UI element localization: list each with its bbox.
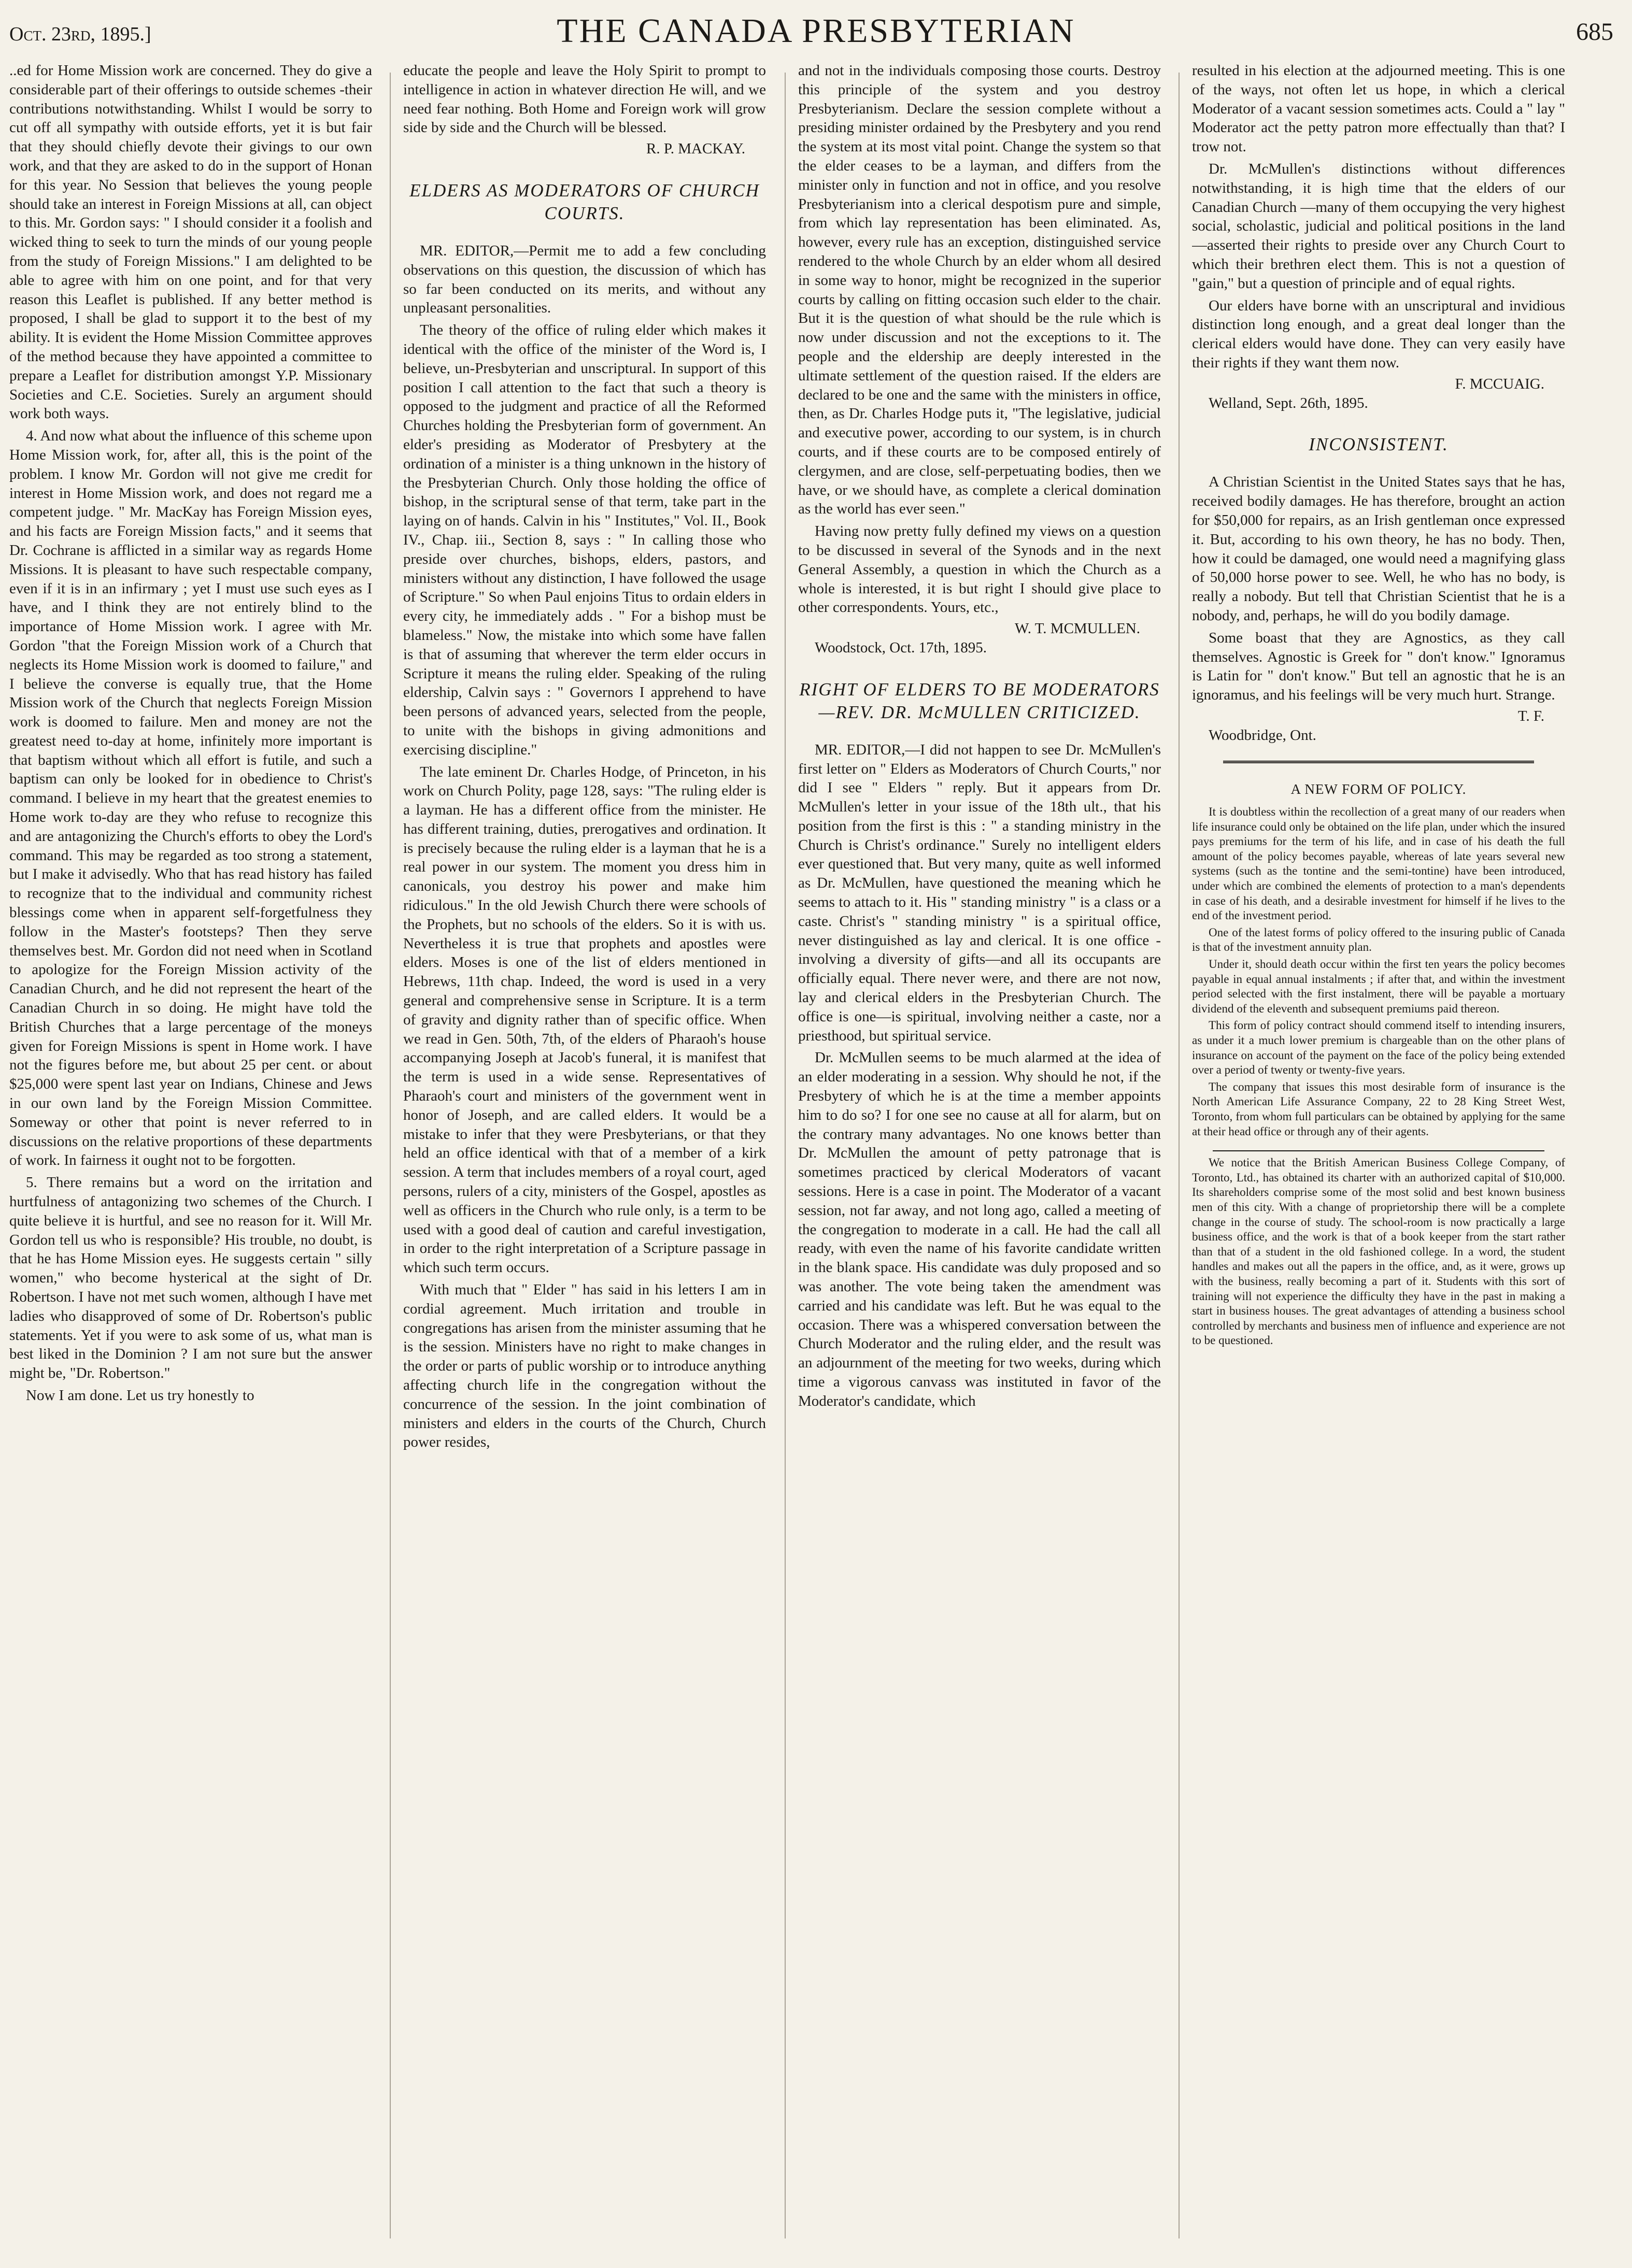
masthead-title: THE CANADA PRESBYTERIAN [557, 12, 1075, 50]
paragraph: MR. EDITOR,—Permit me to add a few concluding observations on this question, the discussion of which has so far been conducted on its merits, and without any unpleasant personalities. [403, 242, 766, 317]
section-rule [1223, 761, 1534, 763]
dateline: Woodstock, Oct. 17th, 1895. [815, 639, 987, 656]
paragraph: With much that " Elder " has said in his letters I am in cordial agreement. Much irritation and trouble in congregations has arisen from the minister assuming that he is the session. Ministers have no right to make changes in the order or parts of public worship or to introduce anything affecting church life in the congregation without the concurrence of the session. In the joint combination of ministers and elders in the courts of the Church, Church power resides, [403, 1281, 766, 1451]
paragraph: The late eminent Dr. Charles Hodge, of Princeton, in his work on Church Polity, page 128, says: "The ruling elder is a layman. He has a different office from the minister. He has different training, duties, prerogatives and ordination. It is precisely because the ruling elder is a layman that he is a real power in our system. The moment you dress him in canonicals, you destroy his power and make him ridiculous." In the old Jewish Church there were schools of the Prophets, but no schools of the elders. So it is with us. Nevertheless it is true that prophets and apostles were elders. Moses is one of the list of elders mentioned in Hebrews, 11th chap. Indeed, the word is used in a very general and comprehensive sense in Scripture. It is a term of gravity and dignity rather than of specific office. When we read in Gen. 50th, 7th, of the elders of Pharaoh's house accompanying Joseph at Jacob's funeral, it is manifest that the term is used in a wide sense. Representatives of Pharaoh's court and ministers of the government went in honor of Joseph, and are called elders. It would be a mistake to infer that they were Presbyterians, or that they held an office identical with that of a member of a kirk session. A term that includes members of a royal court, aged persons, rulers of a city, ministers of the Gospel, apostles as well as officers in the Church who rule only, is a term to be used with a good deal of caution and careful investigation, in order to the right interpretation of a Scripture passage in which such term occurs. [403, 763, 766, 1276]
paragraph: Under it, should death occur within the first ten years the policy becomes payable in equal annual instalments ; if after that, and within the investment period selected with the first instalment, there will be payable a mortuary dividend of the eleventh and subsequent premiums paid thereon. [1192, 958, 1565, 1015]
page-header [0, 11, 1632, 56]
paragraph: Having now pretty fully defined my views on a question to be discussed in several of the Synods and in the next General Assembly, a question in which the Church as a whole is interested, it is but right I should give place to other correspondents. Yours, etc., [798, 523, 1161, 616]
paragraph: It is doubtless within the recollection of a great many of our readers when life insurance could only be obtained on the life plan, under which the insured pays premiums for the term of his life, and in case of his death the full amount of the policy becomes payable, whereas of late years several new systems (such as the tontine and the semi-tontine) have been introduced, under which are combined the elements of protection to a man's dependents in case of his death, and a desirable investment for himself if he lives to the end of the investment period. [1192, 805, 1565, 922]
signature: R. P. MACKAY. [646, 140, 745, 158]
paragraph: A Christian Scientist in the United States says that he has, received bodily damages. He has therefore, brought an action for $50,000 for repairs, as an Irish gentleman once expressed it. But, according to his own theory, he has no body. Then, how it could be damaged, one would need a magnifying glass of 50,000 horse power to see. Well, he who has no body, is really a nobody. But tell that Christian Scientist that he is a nobody, and, perhaps, he will do you bodily damage. [1192, 474, 1565, 624]
notice-block [1192, 782, 1565, 1139]
column-divider [390, 73, 391, 2238]
column-4 [1192, 61, 1565, 1348]
dateline: Woodbridge, Ont. [1209, 726, 1316, 744]
paragraph: Dr. McMullen seems to be much alarmed at the idea of an elder moderating in a session. Why should he not, if the Presbytery of which he is at the time a member appoints him to do so? I for one see no cause at all for alarm, but on the contrary many advantages. No one knows better than Dr. McMullen the amount of petty patronage that is sometimes practiced by clerical Moderators of vacant sessions. Here is a case in point. The Moderator of a vacant session, not far away, and not long ago, called a meeting of the congregation to moderate in a call. He had the call all ready, with even the name of his favorite candidate written in the blank space. His candidate was duly proposed and so was another. The vote being taken the amendment was carried and his candidate was left. But he was equal to the occasion. There was a whispered conversation between the Church Moderator and the ruling elder, and the result was an adjournment of the meeting for two weeks, during which time a vigorous canvass was instituted in favor of the Moderator's candidate, which [798, 1049, 1161, 1409]
paragraph: ..ed for Home Mission work are concerned. They do give a considerable part of their offerings to outside schemes -their contributions notwithstanding. Whilst I would be sorry to cut off all sympathy with outside efforts, yet it is but fair that they should chiefly devote their givings to our own work, and that they are asked to do in the support of Honan for this year. No Session that believes the young people should take an interest in Foreign Missions at all, can object to this. Mr. Gordon says: " I should consider it a foolish and wicked thing to seek to turn the minds of our young people from the study of Foreign Missions." I am delighted to be able to agree with him on one point, and for that very reason this Leaflet is published. If any better method is proposed, I shall be glad to support it to the best of my ability. It is evident the Home Mission Committee approves of the method because they have appointed a committee to prepare a Leaflet for distribution amongst Y.P. Missionary Societies and C.E. Societies. Surely an argument should work both ways. [9, 62, 372, 422]
column-1 [9, 61, 372, 1405]
article-title: RIGHT OF ELDERS TO BE MODERATORS—REV. DR. McMULLEN CRITICIZED. [799, 679, 1160, 722]
column-divider [785, 73, 786, 2238]
paragraph: This form of policy contract should commend itself to intending insurers, as under it a much lower premium is chargeable than on the other plans of insurance on account of the payment on the face of the policy being extended over a period of twenty or twenty-five years. [1192, 1019, 1565, 1077]
paragraph: educate the people and leave the Holy Spirit to prompt to intelligence in action in whatever direction He will, and we need fear nothing. Both Home and Foreign work will grow side by side and the Church will be blessed. [403, 62, 766, 136]
notice-title: A NEW FORM OF POLICY. [1290, 781, 1467, 797]
signature: T. F. [1517, 707, 1544, 724]
issue-date: Oct. 23rd, 1895.] [9, 23, 151, 45]
column-divider [1179, 73, 1180, 2238]
paragraph: Dr. McMullen's distinctions without differences notwithstanding, it is high time that the elders of our Canadian Church —many of them occupying the very highest social, scholastic, judicial and political positions in the land—asserted their rights to preside over any Church Court to which their brethren elect them. This is not a question of "gain," but a question of principle and of equal rights. [1192, 160, 1565, 292]
paragraph: and not in the individuals composing those courts. Destroy this principle of the system and you destroy Presbyterianism. Declare the session complete without a presiding minister ordained by the Presbytery and you rend the system at its most vital point. Change the system so that the elder ceases to be a layman, and differs from the minister only in function and not in office, and you resolve Presbyterianism into a clerical despotism pure and simple, from which lay representation has been eliminated. As, however, every rule has an exception, distinguished service rendered to the whole Church by an elder whom all desired in some way to honor, might be recognized in the superior courts by calling on fitting occasion such elder to the chair. But it is the question of what should be the rule which is now under discussion and not the exceptions to it. The people and the eldership are deeply interested in the ultimate settlement of the question raised. If the elders are declared to be one and the same with the ministers in office, then, as Dr. Charles Hodge puts it, "The legislative, judicial and executive power, according to our system, is in church courts, and if these courts are to be composed entirely of clergymen, and are close, self-perpetuating bodies, then we have, or we should have, as complete a clerical domination as the world has ever seen." [798, 62, 1161, 518]
dateline: Welland, Sept. 26th, 1895. [1209, 394, 1368, 411]
article-title: ELDERS AS MODERATORS OF CHURCH COURTS. [409, 180, 760, 223]
paragraph: Now I am done. Let us try honestly to [26, 1387, 254, 1404]
paragraph: 5. There remains but a word on the irritation and hurtfulness of antagonizing two schemes of the Church. I quite believe it is hurtful, and see no reason for it. Will Mr. Gordon tell us who is responsible? His trouble, no doubt, is that he has Home Mission eyes. He suggests certain " silly women," who become hysterical at the sight of Dr. Robertson. I have not met such women, although I have met ladies who disapproved of some of Dr. Robertson's public statements. Yet if you were to ask some of us, what man is best liked in the Dominion ? I am not sure but the answer might be, "Dr. Robertson." [9, 1174, 372, 1382]
paragraph: One of the latest forms of policy offered to the insuring public of Canada is that of the investment annuity plan. [1192, 925, 1565, 954]
paragraph: MR. EDITOR,—I did not happen to see Dr. McMullen's first letter on " Elders as Moderators of Church Courts," nor did I see " Elders " reply. But it appears from Dr. McMullen's letter in your issue of the 18th ult., that his position from the first is this : " a standing ministry in the Church is Christ's ordinance." Surely no intelligent elders ever questioned that. But very many, quite as well informed as Dr. McMullen, have questioned the meaning which he seems to attach to it. His " standing ministry " is a class or a caste. Christ's " standing ministry " is a spiritual office, never distinguished as lay and clerical. It is one office - involving a diversity of gifts—and all its occupants are officially equal. There never were, and there are not now, lay and clerical elders in the Presbyterian Church. The office is one—is spiritual, involving neither a caste, nor a priesthood, but spiritual service. [798, 741, 1161, 1044]
business-notice [1192, 1156, 1565, 1348]
paragraph: Some boast that they are Agnostics, as they call themselves. Agnostic is Greek for " don't know." Ignoramus is Latin for " don't know." But tell an agnostic that he is an ignoramus, and his feelings will be very much hurt. Strange. [1192, 629, 1565, 704]
signature: W. T. MCMULLEN. [1015, 620, 1140, 637]
column-2 [403, 61, 766, 1452]
paragraph: Our elders have borne with an unscriptural and invidious distinction long enough, and a great deal longer than the clerical elders would have done. They can very easily have their rights if they want them now. [1192, 297, 1565, 371]
column-3 [798, 61, 1161, 1411]
paragraph: The company that issues this most desirable form of insurance is the North American Life Assurance Company, 22 to 28 King Street West, Toronto, from whom full particulars can be obtained by applying for the same at their head office or through any of their agents. [1192, 1080, 1565, 1138]
paragraph: resulted in his election at the adjourned meeting. This is one of the ways, not often let us hope, in which a clerical Moderator of a vacant session sometimes acts. Could a " lay " Moderator act the petty patron more effectually than that? I trow not. [1192, 62, 1565, 155]
paragraph: 4. And now what about the influence of this scheme upon Home Mission work, for, after all, this is the point of the problem. I know Mr. Gordon will not give me credit for interest in Home Mission work, and does not regard me a competent judge. " Mr. MacKay has Foreign Mission eyes, and his facts are Foreign Mission facts," and it seems that Dr. Cochrane is afflicted in a similar way as regards Home Missions. It is pleasant to have such respectable company, even if it is in an infirmary ; yet I must use such eyes as I have, and I think they are not entirely blind to the importance of Home Mission work. I agree with Mr. Gordon "that the Foreign Mission work of a Church that neglects its Home Mission work is doomed to failure," and I believe the converse is equally true, that the Home Mission work of the Church that neglects Foreign Mission work is doomed to failure. Men and money are not the greatest need to-day at home, infinitely more important is that baptism without which all effort is futile, and such a baptism can only be looked for in obedience to Christ's command. I believe in my heart that the greatest enemies to Home work to-day are they who refuse to recognize this and are antagonizing the Church's efforts to obey the Lord's command. This may be regarded as too strong a statement, but I make it advisedly. Who that has read history has failed to recognize that to the individual and community richest blessings come when in apparent self-forgetfulness they follow in the Master's footsteps? Then they serve themselves best. Mr. Gordon did not need when in Scotland to apologize for the Foreign Mission activity of the Canadian Church, and he did not represent the heart of the Canadian Church in so doing. He might have told the British Churches that a large percentage of the moneys given for Foreign Missions is spent in Home work. I have not the figures before me, but about 25 per cent. or about $25,000 were spent last year on Indians, Chinese and Jews in our own land by the Foreign Mission Committee. Someway or other that point is never referred to in discussions on the relative proportions of these departments of work. In fairness it ought not to be forgotten. [9, 427, 372, 1169]
signature: F. MCCUAIG. [1455, 375, 1544, 392]
paragraph: We notice that the British American Business College Company, of Toronto, Ltd., has obtained its charter with an authorized capital of $10,000. Its shareholders comprise some of the most solid and best known business men of this city. With a change of proprietorship there will be a complete change in the course of study. The school-room is now practically a large business office, and the work is that of a book keeper from the start rather than that of a student in the old fashioned college. In a word, the student handles and makes out all the papers in the office, and, as it were, grows up with the business, really becoming a part of it. Students with this sort of training will not experience the difficulty they have in the past in making a start in business houses. The great advantages of attending a business school controlled by merchants and business men of influence and experience are not to be questioned. [1192, 1156, 1565, 1347]
article-title: INCONSISTENT. [1309, 434, 1449, 455]
paragraph: The theory of the office of ruling elder which makes it identical with the office of the minister of the Word is, I believe, un-Presbyterian and unscriptural. In support of this position I call attention to the fact that such a theory is opposed to the judgment and practice of all the Reformed Churches holding the Presbyterian form of government. An elder's presiding as Moderator of Presbytery at the ordination of a minister is a thing unknown in the history of the Presbyterian Church. Only those holding the office of bishop, in the scriptural sense of that term, take part in the laying on of hands. Calvin in his " Institutes," Vol. II., Book IV., Chap. iii., Section 8, says : " In calling those who preside over churches, bishops, elders, pastors, and ministers without any distinction, I have followed the usage of Scripture." So when Paul enjoins Titus to ordain elders in every city, he immediately adds . " For a bishop must be blameless." Now, the mistake into which some have fallen is that of assuming that wherever the term elder occurs in Scripture it means the ruling elder. Speaking of the ruling eldership, Calvin says : " Governors I apprehend to have been persons of advanced years, selected from the people, to unite with the bishops in giving admonitions and exercising discipline." [403, 322, 766, 758]
section-rule [1213, 1150, 1544, 1151]
page-number: 685 [1576, 18, 1613, 46]
